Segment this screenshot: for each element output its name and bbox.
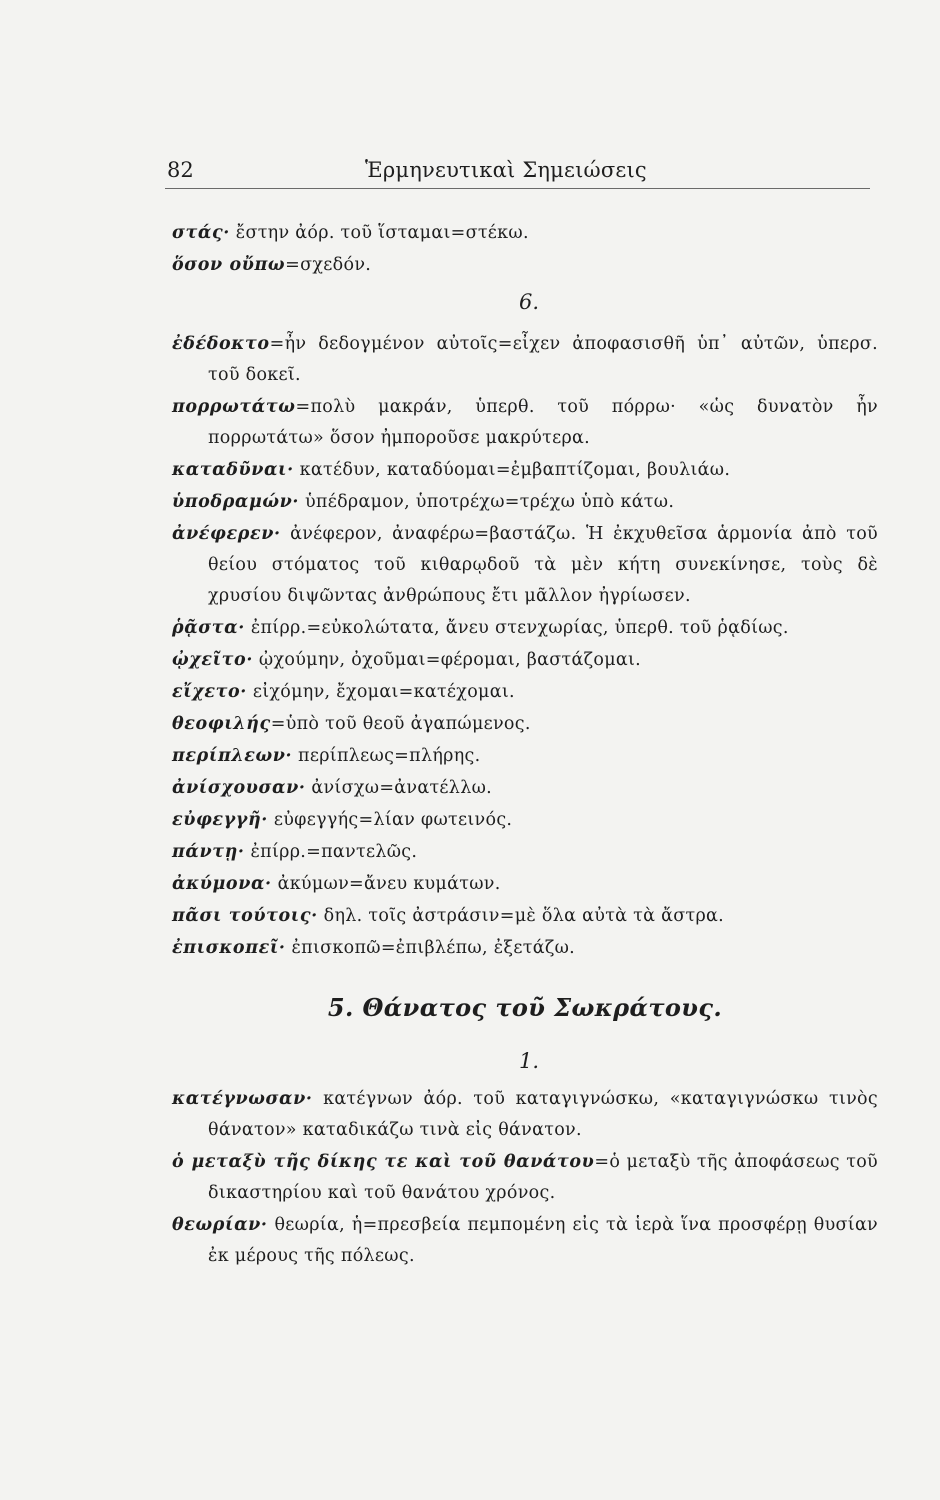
entry-term: ἐπισκοπεῖ·: [172, 938, 286, 958]
glossary-entry: [172, 250, 878, 281]
glossary-entry: [172, 837, 878, 868]
glossary-entry: [172, 329, 878, 391]
glossary-entry: [172, 519, 878, 612]
entry-definition: δηλ. τοῖς ἀστράσιν=μὲ ὅλα αὐτὰ τὰ ἄστρα.: [317, 906, 725, 926]
entry-term: ἀνίσχουσαν·: [172, 778, 306, 798]
glossary-entry: [172, 613, 878, 644]
entry-definition: ἀκύμων=ἄνευ κυμάτων.: [271, 874, 501, 894]
glossary-entry: [172, 805, 878, 836]
entry-term: ᾠχεῖτο·: [172, 650, 254, 670]
chapter-heading: 5. Θάνατος τοῦ Σωκράτους.: [327, 993, 723, 1022]
entry-term: ἀνέφερεν·: [172, 524, 281, 544]
entry-definition: =πολὺ μακράν, ὑπερθ. τοῦ πόρρω· «ὡς δυνατὸν ἦν πορρωτάτω» ὅσον ἠμποροῦσε μακρύτερα.: [208, 397, 878, 448]
entry-definition: ἀνέφερον, ἀναφέρω=βαστάζω. Ἡ ἐκχυθεῖσα ἁρμονία ἀπὸ τοῦ θείου στόματος τοῦ κιθαρῳδοῦ τὰ μὲν κήτη συνεκίνησε, τοὺς δὲ χρυσίου διψῶντας ἀνθρώπους ἔτι μᾶλλον ἠγρίωσεν.: [208, 524, 878, 606]
entry-definition: =σχεδόν.: [285, 255, 372, 275]
entry-term: στάς·: [172, 223, 230, 243]
entry-term: πᾶσι τούτοις·: [172, 906, 318, 926]
entry-term: περίπλεων·: [172, 746, 293, 766]
entry-term: κατέγνωσαν·: [172, 1089, 313, 1109]
glossary-entry: [172, 869, 878, 900]
glossary-entry: [172, 773, 878, 804]
entry-term: θεωρίαν·: [172, 1215, 268, 1235]
page-header: [165, 158, 870, 189]
glossary-entry: [172, 1084, 878, 1146]
glossary-entry: [172, 1147, 878, 1209]
entry-definition: ἀνίσχω=ἀνατέλλω.: [305, 778, 493, 798]
section-number: 1.: [518, 1049, 540, 1073]
entry-definition: ᾠχούμην, ὀχοῦμαι=φέρομαι, βαστάζομαι.: [253, 650, 642, 670]
entry-definition: ἐπίρρ.=εὐκολώτατα, ἄνευ στενχωρίας, ὑπερθ. τοῦ ῥᾳδίως.: [244, 618, 789, 638]
entry-definition: =ἦν δεδογμένον αὐτοῖς=εἶχεν ἀποφασισθῆ ὑπ᾽ αὐτῶν, ὑπερσ. τοῦ δοκεῖ.: [208, 334, 878, 385]
entry-term: πάντῃ·: [172, 842, 245, 862]
entry-definition: περίπλεως=πλήρης.: [292, 746, 481, 766]
entry-term: πορρωτάτω: [172, 397, 296, 417]
entry-definition: κατέγνων ἀόρ. τοῦ καταγιγνώσκω, «καταγιγνώσκω τινὸς θάνατον» καταδικάζω τινὰ εἰς θάνατον.: [208, 1089, 878, 1140]
entry-term: εἴχετο·: [172, 682, 247, 702]
glossary-entry: [172, 933, 878, 964]
glossary-entry: [172, 1210, 878, 1272]
entry-term: ὅσον οὔπω: [172, 255, 286, 275]
entry-definition: εὐφεγγής=λίαν φωτεινός.: [267, 810, 513, 830]
glossary-group-b: [172, 329, 878, 964]
page-number: 82: [167, 158, 194, 182]
entry-definition: κατέδυν, καταδύομαι=ἐμβαπτίζομαι, βουλιάω.: [293, 460, 731, 480]
entry-definition: =ὑπὸ τοῦ θεοῦ ἀγαπώμενος.: [270, 714, 531, 734]
page-body: [172, 218, 878, 1273]
entry-definition: ἐπισκοπῶ=ἐπιβλέπω, ἐξετάζω.: [285, 938, 576, 958]
entry-term: εὐφεγγῆ·: [172, 810, 268, 830]
entry-definition: ἐπίρρ.=παντελῶς.: [244, 842, 418, 862]
glossary-entry: [172, 709, 878, 740]
glossary-entry: [172, 218, 878, 249]
entry-term: ὁ μεταξὺ τῆς δίκης τε καὶ τοῦ θανάτου: [172, 1152, 595, 1172]
glossary-group-a: [172, 218, 878, 281]
glossary-entry: [172, 741, 878, 772]
section-number: 6.: [518, 290, 540, 314]
entry-definition: ὑπέδραμον, ὑποτρέχω=τρέχω ὑπὸ κάτω.: [299, 492, 675, 512]
entry-term: ῥᾷστα·: [172, 618, 245, 638]
glossary-entry: [172, 487, 878, 518]
glossary-entry: [172, 392, 878, 454]
entry-definition: εἰχόμην, ἔχομαι=κατέχομαι.: [247, 682, 515, 702]
entry-term: ὑποδραμών·: [172, 492, 300, 512]
entry-term: ἐδέδοκτο: [172, 334, 270, 354]
glossary-group-c: [172, 1084, 878, 1272]
glossary-entry: [172, 677, 878, 708]
glossary-entry: [172, 645, 878, 676]
running-title: Ἑρμηνευτικαὶ Σημειώσεις: [365, 158, 647, 182]
entry-definition: ἔστην ἀόρ. τοῦ ἵσταμαι=στέκω.: [229, 223, 529, 243]
entry-term: ἀκύμονα·: [172, 874, 272, 894]
entry-definition: =ὁ μεταξὺ τῆς ἀποφάσεως τοῦ δικαστηρίου καὶ τοῦ θανάτου χρόνος.: [208, 1152, 878, 1203]
entry-term: θεοφιλής: [172, 714, 271, 734]
entry-definition: θεωρία, ἡ=πρεσβεία πεμπομένη εἰς τὰ ἱερὰ ἵνα προσφέρῃ θυσίαν ἐκ μέρους τῆς πόλεως.: [208, 1215, 878, 1266]
entry-term: καταδῦναι·: [172, 460, 294, 480]
glossary-entry: [172, 901, 878, 932]
glossary-entry: [172, 455, 878, 486]
